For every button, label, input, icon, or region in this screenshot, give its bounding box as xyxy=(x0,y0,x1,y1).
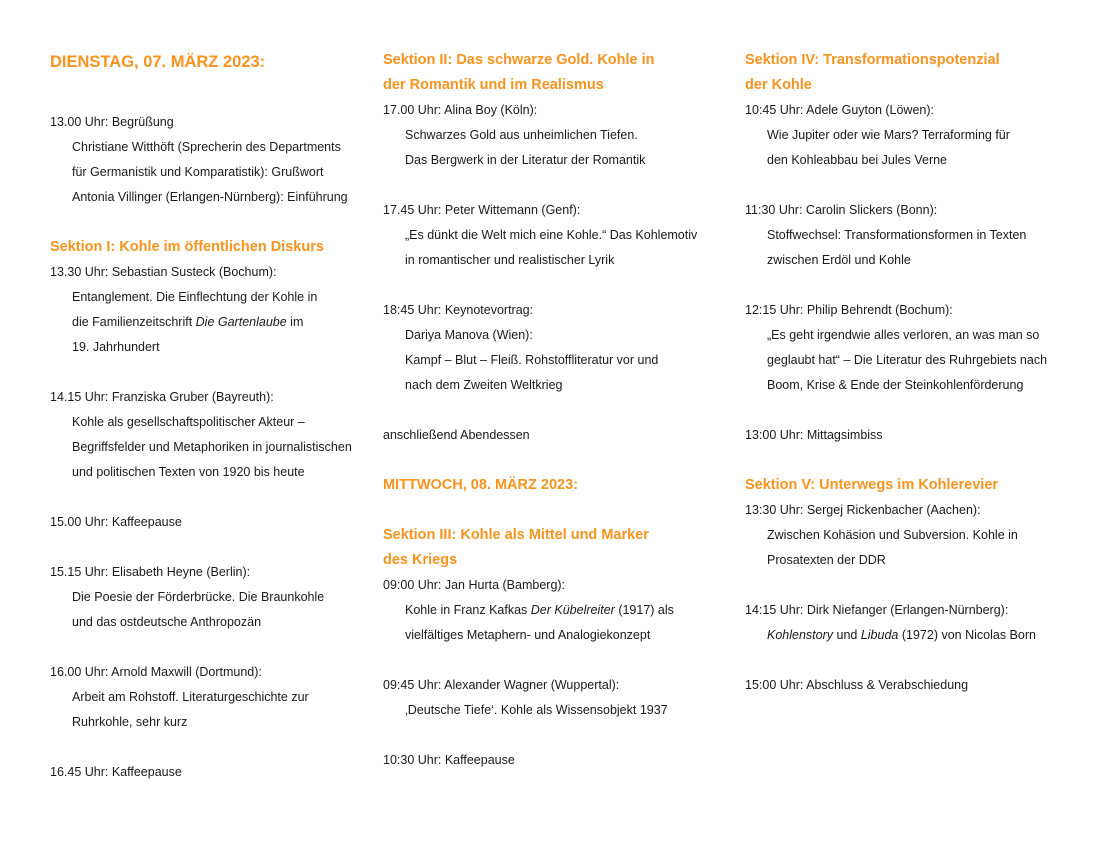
spacer xyxy=(50,360,370,385)
schedule-entry: 15.00 Uhr: Kaffeepause xyxy=(50,515,182,529)
schedule-entry: 13.30 Uhr: Sebastian Susteck (Bochum): xyxy=(50,265,277,279)
section-heading: Sektion III: Kohle als Mittel und Marker xyxy=(383,527,649,543)
schedule-entry: 10:45 Uhr: Adele Guyton (Löwen): xyxy=(745,103,935,117)
spacer xyxy=(383,498,723,523)
italic-title: Libuda xyxy=(860,628,899,642)
schedule-entry: 14:15 Uhr: Dirk Niefanger (Erlangen-Nürnberg): xyxy=(745,603,1009,617)
talk-detail: Die Poesie der Förderbrücke. Die Braunkohle xyxy=(72,590,325,604)
spacer xyxy=(50,535,370,560)
talk-detail: zwischen Erdöl und Kohle xyxy=(767,253,911,267)
spacer xyxy=(383,648,723,673)
talk-detail: vielfältiges Metaphern- und Analogiekonzept xyxy=(405,628,651,642)
talk-detail: in romantischer und realistischer Lyrik xyxy=(405,253,615,267)
spacer xyxy=(745,173,1075,198)
schedule-entry: 14.15 Uhr: Franziska Gruber (Bayreuth): xyxy=(50,390,274,404)
schedule-entry: 10:30 Uhr: Kaffeepause xyxy=(383,753,515,767)
talk-detail: „Es geht irgendwie alles verloren, an was man so xyxy=(767,328,1040,342)
talk-detail xyxy=(745,623,1075,648)
text-segment: die Familienzeitschrift xyxy=(72,315,196,329)
spacer xyxy=(50,735,370,760)
talk-detail: Kampf – Blut – Fleiß. Rohstoffliteratur vor und xyxy=(405,353,659,367)
talk-detail: und politischen Texten von 1920 bis heute xyxy=(72,465,305,479)
spacer xyxy=(50,485,370,510)
schedule-entry: 15.15 Uhr: Elisabeth Heyne (Berlin): xyxy=(50,565,251,579)
talk-detail: und das ostdeutsche Anthropozän xyxy=(72,615,262,629)
spacer xyxy=(745,398,1075,423)
text-segment: und xyxy=(833,628,861,642)
talk-detail: geglaubt hat“ – Die Literatur des Ruhrgebiets nach xyxy=(767,353,1048,367)
italic-title: Die Gartenlaube xyxy=(195,315,287,329)
section-heading: Sektion I: Kohle im öffentlichen Diskurs xyxy=(50,239,324,255)
text-segment: im xyxy=(286,315,304,329)
schedule-entry: 16.45 Uhr: Kaffeepause xyxy=(50,765,182,779)
talk-detail: Arbeit am Rohstoff. Literaturgeschichte zur xyxy=(72,690,309,704)
spacer xyxy=(745,448,1075,473)
schedule-entry: 13.00 Uhr: Begrüßung xyxy=(50,115,174,129)
spacer xyxy=(50,210,370,235)
talk-detail: Dariya Manova (Wien): xyxy=(405,328,533,342)
talk-detail: „Es dünkt die Welt mich eine Kohle.“ Das Kohlemotiv xyxy=(405,228,698,242)
italic-title: Kohlenstory xyxy=(767,628,834,642)
program-column-1 xyxy=(50,48,370,785)
talk-detail: Das Bergwerk in der Literatur der Romantik xyxy=(405,153,646,167)
talk-detail: Christiane Witthöft (Sprecherin des Departments xyxy=(72,140,341,154)
section-heading: Sektion V: Unterwegs im Kohlerevier xyxy=(745,477,999,493)
talk-detail: Entanglement. Die Einflechtung der Kohle in xyxy=(72,290,318,304)
section-heading: des Kriegs xyxy=(383,552,458,568)
section-heading: MITTWOCH, 08. MÄRZ 2023: xyxy=(383,477,578,493)
section-heading: der Kohle xyxy=(745,77,812,93)
talk-detail: Boom, Krise & Ende der Steinkohlenförderung xyxy=(767,378,1024,392)
italic-title: Der Kübelreiter xyxy=(530,603,615,617)
section-heading: der Romantik und im Realismus xyxy=(383,77,604,93)
talk-detail: den Kohleabbau bei Jules Verne xyxy=(767,153,948,167)
schedule-entry: 12:15 Uhr: Philip Behrendt (Bochum): xyxy=(745,303,953,317)
talk-detail xyxy=(50,310,370,335)
spacer xyxy=(383,398,723,423)
spacer xyxy=(745,648,1075,673)
day-heading: DIENSTAG, 07. MÄRZ 2023: xyxy=(50,53,266,71)
talk-detail: Schwarzes Gold aus unheimlichen Tiefen. xyxy=(405,128,638,142)
spacer xyxy=(745,273,1075,298)
talk-detail: Ruhrkohle, sehr kurz xyxy=(72,715,188,729)
talk-detail: nach dem Zweiten Weltkrieg xyxy=(405,378,563,392)
schedule-entry: 17.45 Uhr: Peter Wittemann (Genf): xyxy=(383,203,581,217)
spacer xyxy=(383,448,723,473)
schedule-entry: 09:45 Uhr: Alexander Wagner (Wuppertal): xyxy=(383,678,620,692)
program-column-2 xyxy=(383,48,723,773)
spacer xyxy=(383,723,723,748)
schedule-entry: 13:00 Uhr: Mittagsimbiss xyxy=(745,428,883,442)
text-segment: Kohle in Franz Kafkas xyxy=(405,603,531,617)
schedule-entry: 17.00 Uhr: Alina Boy (Köln): xyxy=(383,103,538,117)
spacer xyxy=(383,173,723,198)
talk-detail: ‚Deutsche Tiefe‘. Kohle als Wissensobjekt 1937 xyxy=(405,703,668,717)
talk-detail: Antonia Villinger (Erlangen-Nürnberg): Einführung xyxy=(72,190,348,204)
talk-detail: Begriffsfelder und Metaphoriken in journalistischen xyxy=(72,440,352,454)
spacer xyxy=(745,573,1075,598)
talk-detail: Stoffwechsel: Transformationsformen in Texten xyxy=(767,228,1027,242)
text-segment: (1917) als xyxy=(614,603,674,617)
talk-detail: Kohle als gesellschaftspolitischer Akteur – xyxy=(72,415,305,429)
schedule-entry: 09:00 Uhr: Jan Hurta (Bamberg): xyxy=(383,578,566,592)
schedule-entry: anschließend Abendessen xyxy=(383,428,530,442)
program-column-3 xyxy=(745,48,1075,698)
talk-detail: 19. Jahrhundert xyxy=(72,340,160,354)
schedule-entry: 16.00 Uhr: Arnold Maxwill (Dortmund): xyxy=(50,665,262,679)
talk-detail xyxy=(383,598,723,623)
schedule-entry: 18:45 Uhr: Keynotevortrag: xyxy=(383,303,534,317)
talk-detail: Prosatexten der DDR xyxy=(767,553,886,567)
spacer xyxy=(383,273,723,298)
talk-detail: Wie Jupiter oder wie Mars? Terraforming für xyxy=(767,128,1010,142)
text-segment: (1972) von Nicolas Born xyxy=(898,628,1036,642)
schedule-entry: 15:00 Uhr: Abschluss & Verabschiedung xyxy=(745,678,969,692)
schedule-entry: 13:30 Uhr: Sergej Rickenbacher (Aachen): xyxy=(745,503,981,517)
section-heading: Sektion II: Das schwarze Gold. Kohle in xyxy=(383,52,655,68)
spacer xyxy=(50,85,370,110)
spacer xyxy=(50,635,370,660)
talk-detail: für Germanistik und Komparatistik): Grußwort xyxy=(72,165,324,179)
schedule-entry: 11:30 Uhr: Carolin Slickers (Bonn): xyxy=(745,203,938,217)
section-heading: Sektion IV: Transformationspotenzial xyxy=(745,52,1000,68)
talk-detail: Zwischen Kohäsion und Subversion. Kohle in xyxy=(767,528,1018,542)
